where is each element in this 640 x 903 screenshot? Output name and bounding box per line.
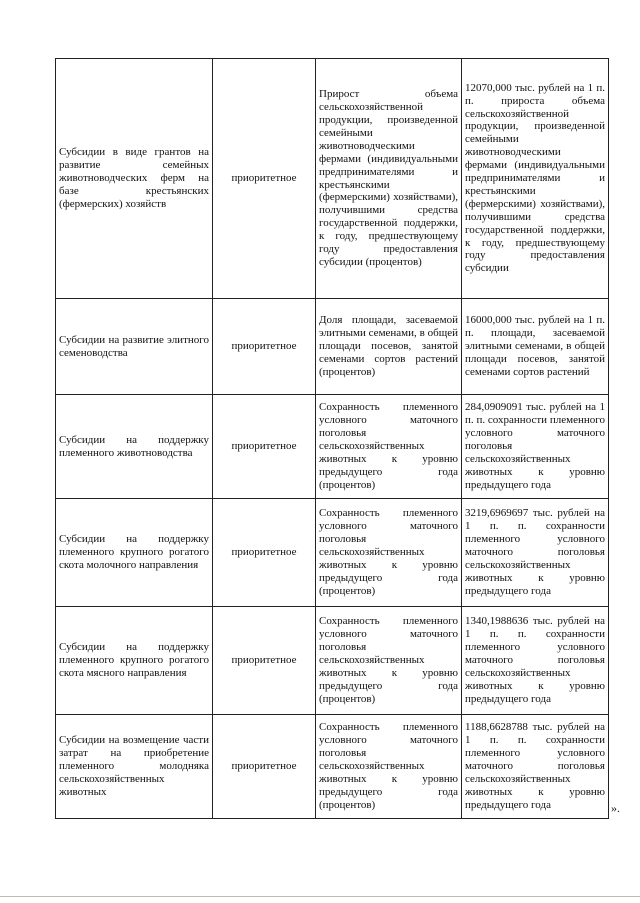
value-cell: 1188,6628788 тыс. рублей на 1 п. п. сохранности племенного условного маточного поголовья сельскохозяйственных животных к уровню предыдущего года [462, 715, 609, 819]
value-cell: 12070,000 тыс. рублей на 1 п. п. прироста объема сельскохозяйственной продукции, произведенной семейными животноводческими фермами (индивидуальными предпринимателями и крестьянскими (фермерскими) хозяйствами), получившими средства государственной поддержки, к году, предшествующему году предоставления субсидии [462, 59, 609, 299]
indicator-cell: Сохранность племенного условного маточного поголовья сельскохозяйственных животных к уровню предыдущего года (процентов) [316, 395, 462, 499]
priority-cell: приоритетное [213, 499, 316, 607]
subsidy-name-cell: Субсидии на поддержку племенного крупного рогатого скота мясного направления [56, 607, 213, 715]
table-row [56, 59, 609, 299]
indicator-cell: Доля площади, засеваемой элитными семенами, в общей площади посевов, занятой семенами сортов растений (процентов) [316, 299, 462, 395]
indicator-cell: Сохранность племенного условного маточного поголовья сельскохозяйственных животных к уровню предыдущего года (процентов) [316, 499, 462, 607]
subsidy-table [55, 58, 609, 819]
subsidy-name-cell: Субсидии в виде грантов на развитие семейных животноводческих ферм на базе крестьянских (фермерских) хозяйств [56, 59, 213, 299]
page-bottom-divider [0, 896, 640, 897]
indicator-cell: Сохранность племенного условного маточного поголовья сельскохозяйственных животных к уровню предыдущего года (процентов) [316, 607, 462, 715]
table-row [56, 499, 609, 607]
value-cell: 16000,000 тыс. рублей на 1 п. п. площади, засеваемой элитными семенами, в общей площади посевов, занятой семенами сортов растений [462, 299, 609, 395]
table-row [56, 299, 609, 395]
subsidy-name-cell: Субсидии на поддержку племенного животноводства [56, 395, 213, 499]
priority-cell: приоритетное [213, 607, 316, 715]
priority-cell: приоритетное [213, 715, 316, 819]
value-cell: 284,0909091 тыс. рублей на 1 п. п. сохранности племенного условного маточного поголовья сельскохозяйственных животных к уровню предыдущего года [462, 395, 609, 499]
value-cell: 3219,6969697 тыс. рублей на 1 п. п. сохранности племенного условного маточного поголовья сельскохозяйственных животных к уровню предыдущего года [462, 499, 609, 607]
priority-cell: приоритетное [213, 59, 316, 299]
closing-quote-mark: ». [611, 801, 620, 815]
indicator-cell: Прирост объема сельскохозяйственной продукции, произведенной семейными животноводческими фермами (индивидуальными предпринимателями и крестьянскими (фермерскими) хозяйствами), получившими средства государственной поддержки, к году, предшествующему году предоставления субсидии (процентов) [316, 59, 462, 299]
table-row [56, 607, 609, 715]
indicator-cell: Сохранность племенного условного маточного поголовья сельскохозяйственных животных к уровню предыдущего года (процентов) [316, 715, 462, 819]
subsidy-name-cell: Субсидии на развитие элитного семеноводства [56, 299, 213, 395]
subsidy-name-cell: Субсидии на поддержку племенного крупного рогатого скота молочного направления [56, 499, 213, 607]
table-row [56, 715, 609, 819]
subsidy-name-cell: Субсидии на возмещение части затрат на приобретение племенного молодняка сельскохозяйственных животных [56, 715, 213, 819]
value-cell: 1340,1988636 тыс. рублей на 1 п. п. сохранности племенного условного маточного поголовья сельскохозяйственных животных к уровню предыдущего года [462, 607, 609, 715]
priority-cell: приоритетное [213, 395, 316, 499]
table-row [56, 395, 609, 499]
priority-cell: приоритетное [213, 299, 316, 395]
